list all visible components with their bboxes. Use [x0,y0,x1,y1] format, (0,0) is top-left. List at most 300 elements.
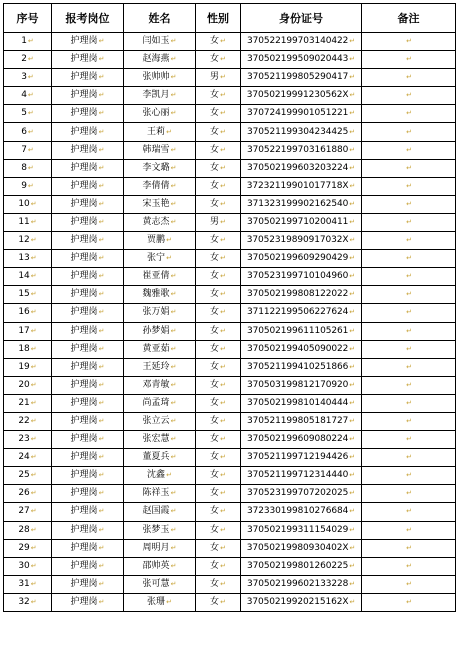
cell-sex-text: 女 [210,343,220,354]
paragraph-mark-icon: ↵ [170,435,177,444]
paragraph-mark-icon: ↵ [98,362,105,371]
paragraph-mark-icon: ↵ [98,380,105,389]
cell-post-text: 护理岗 [70,434,98,445]
cell-post [52,358,124,376]
cell-note [362,539,456,557]
cell-post-text: 护理岗 [70,271,98,282]
cell-id-number-text: 370724199901051221 [246,108,349,119]
cell-note [362,69,456,87]
cell-name [124,467,196,485]
cell-id-number-text: 370521199805290417 [246,72,349,83]
cell-index [4,250,52,268]
paragraph-mark-icon: ↵ [30,326,37,335]
table-row [4,123,456,141]
cell-index [4,539,52,557]
cell-post [52,286,124,304]
cell-id-number-text: 370521199712194426 [246,452,349,463]
cell-post-text: 护理岗 [70,108,98,119]
cell-index-text: 22 [18,416,30,427]
cell-note [362,322,456,340]
cell-note [362,557,456,575]
cell-name [124,521,196,539]
cell-sex [196,394,241,412]
cell-id-number [241,177,362,195]
cell-note [362,286,456,304]
cell-note-text: ↵ [406,91,412,100]
cell-post [52,431,124,449]
cell-name [124,232,196,250]
paragraph-mark-icon: ↵ [170,55,177,64]
cell-post [52,33,124,51]
cell-index-text: 1 [21,36,27,47]
header-sex: 性别 [196,4,241,33]
cell-note-text: ↵ [406,471,412,480]
cell-name [124,141,196,159]
cell-post-text: 护理岗 [70,216,98,227]
cell-name [124,322,196,340]
paragraph-mark-icon: ↵ [349,91,356,100]
candidate-table [3,3,456,612]
cell-sex [196,593,241,611]
table-row [4,431,456,449]
table-row [4,358,456,376]
table-row [4,449,456,467]
cell-post-text: 护理岗 [70,397,98,408]
cell-name [124,195,196,213]
cell-note-text: ↵ [406,73,412,82]
paragraph-mark-icon: ↵ [30,453,37,462]
cell-name [124,503,196,521]
cell-note [362,159,456,177]
table-row [4,575,456,593]
cell-name [124,51,196,69]
cell-note [362,195,456,213]
cell-post [52,87,124,105]
paragraph-mark-icon: ↵ [30,380,37,389]
cell-note-text: ↵ [406,489,412,498]
cell-id-number-text: 370502199710200411 [246,216,349,227]
paragraph-mark-icon: ↵ [98,199,105,208]
cell-index [4,467,52,485]
cell-sex-text: 女 [210,271,220,282]
paragraph-mark-icon: ↵ [30,236,37,245]
cell-name-text: 尚孟琦 [142,397,170,408]
cell-id-number-text: 37050219991230562X [246,90,349,101]
table-row [4,105,456,123]
cell-post-text: 护理岗 [70,488,98,499]
cell-post [52,250,124,268]
cell-name-text: 韩瑞雪 [142,144,170,155]
paragraph-mark-icon: ↵ [170,272,177,281]
paragraph-mark-icon: ↵ [166,236,172,245]
paragraph-mark-icon: ↵ [170,380,177,389]
paragraph-mark-icon: ↵ [220,73,226,82]
cell-name [124,304,196,322]
cell-post-text: 护理岗 [70,506,98,517]
cell-post [52,485,124,503]
cell-id-number-text: 370521199805181727 [246,416,349,427]
cell-id-number [241,557,362,575]
paragraph-mark-icon: ↵ [98,597,105,606]
cell-sex [196,467,241,485]
paragraph-mark-icon: ↵ [98,55,105,64]
cell-note-text: ↵ [406,543,412,552]
paragraph-mark-icon: ↵ [220,236,226,245]
paragraph-mark-icon: ↵ [27,55,34,64]
cell-sex-text: 女 [210,180,220,191]
cell-note [362,123,456,141]
paragraph-mark-icon: ↵ [220,326,226,335]
cell-post [52,195,124,213]
cell-note-text: ↵ [406,254,412,263]
cell-post-text: 护理岗 [70,36,98,47]
cell-index-text: 27 [18,506,30,517]
table-row [4,33,456,51]
cell-name-text: 周明月 [142,542,170,553]
table-row [4,159,456,177]
cell-name [124,213,196,231]
cell-index-text: 18 [18,343,30,354]
cell-index-text: 13 [18,253,30,264]
cell-name-text: 孙梦娟 [142,325,170,336]
cell-sex-text: 男 [210,216,220,227]
cell-name [124,105,196,123]
cell-note-text: ↵ [406,579,412,588]
cell-note [362,394,456,412]
cell-name-text: 赵海燕 [142,54,170,65]
paragraph-mark-icon: ↵ [220,199,226,208]
paragraph-mark-icon: ↵ [349,489,356,498]
cell-sex [196,87,241,105]
paragraph-mark-icon: ↵ [220,543,226,552]
paragraph-mark-icon: ↵ [98,344,105,353]
paragraph-mark-icon: ↵ [27,37,34,46]
cell-name-text: 张宁 [147,253,166,264]
cell-index [4,123,52,141]
cell-post [52,412,124,430]
cell-sex-text: 女 [210,560,220,571]
cell-name-text: 闫如玉 [142,36,170,47]
paragraph-mark-icon: ↵ [349,597,356,606]
cell-index [4,485,52,503]
paragraph-mark-icon: ↵ [170,163,177,172]
cell-note-text: ↵ [406,109,412,118]
paragraph-mark-icon: ↵ [170,326,177,335]
cell-index-text: 26 [18,488,30,499]
cell-name-text: 陈祥玉 [142,488,170,499]
cell-index-text: 4 [21,90,27,101]
paragraph-mark-icon: ↵ [170,199,177,208]
paragraph-mark-icon: ↵ [349,543,356,552]
cell-index-text: 24 [18,452,30,463]
paragraph-mark-icon: ↵ [98,91,105,100]
cell-id-number-text: 370502199609290429 [246,253,349,264]
cell-sex [196,521,241,539]
cell-id-number-text: 37052319890917032X [246,235,349,246]
cell-sex [196,33,241,51]
cell-sex-text: 女 [210,397,220,408]
paragraph-mark-icon: ↵ [30,290,37,299]
cell-sex [196,69,241,87]
cell-id-number [241,141,362,159]
cell-post [52,69,124,87]
cell-sex [196,340,241,358]
cell-note-text: ↵ [406,308,412,317]
header-name: 姓名 [124,4,196,33]
table-row [4,87,456,105]
cell-name [124,449,196,467]
cell-note [362,268,456,286]
cell-post [52,51,124,69]
cell-name [124,69,196,87]
paragraph-mark-icon: ↵ [27,181,34,190]
paragraph-mark-icon: ↵ [30,471,37,480]
table-row [4,394,456,412]
cell-index-text: 30 [18,560,30,571]
paragraph-mark-icon: ↵ [27,145,34,154]
cell-post-text: 护理岗 [70,470,98,481]
paragraph-mark-icon: ↵ [349,380,356,389]
paragraph-mark-icon: ↵ [220,181,226,190]
table-row [4,593,456,611]
cell-name-text: 张帅帅 [142,72,170,83]
cell-note [362,340,456,358]
cell-id-number [241,232,362,250]
cell-post [52,557,124,575]
cell-post [52,268,124,286]
paragraph-mark-icon: ↵ [220,37,226,46]
cell-name [124,123,196,141]
cell-post-text: 护理岗 [70,307,98,318]
cell-id-number-text: 370521199410251866 [246,361,349,372]
cell-sex [196,250,241,268]
cell-index [4,449,52,467]
cell-id-number [241,195,362,213]
paragraph-mark-icon: ↵ [170,362,177,371]
cell-name [124,340,196,358]
cell-index-text: 3 [21,72,27,83]
cell-index-text: 14 [18,271,30,282]
paragraph-mark-icon: ↵ [170,561,177,570]
paragraph-mark-icon: ↵ [30,398,37,407]
cell-post-text: 护理岗 [70,72,98,83]
cell-sex [196,449,241,467]
paragraph-mark-icon: ↵ [220,489,226,498]
cell-id-number-text: 370521199712314440 [246,470,349,481]
cell-sex-text: 女 [210,90,220,101]
cell-index-text: 31 [18,578,30,589]
cell-note [362,376,456,394]
cell-sex-text: 女 [210,198,220,209]
paragraph-mark-icon: ↵ [349,435,356,444]
paragraph-mark-icon: ↵ [170,109,177,118]
paragraph-mark-icon: ↵ [220,453,226,462]
paragraph-mark-icon: ↵ [349,525,356,534]
cell-note-text: ↵ [406,127,412,136]
cell-sex-text: 男 [210,72,220,83]
paragraph-mark-icon: ↵ [349,417,356,426]
cell-note [362,141,456,159]
cell-index [4,412,52,430]
cell-name-text: 董夏兵 [142,452,170,463]
paragraph-mark-icon: ↵ [349,217,356,226]
paragraph-mark-icon: ↵ [170,37,177,46]
cell-index-text: 23 [18,434,30,445]
cell-name [124,539,196,557]
cell-id-number [241,503,362,521]
cell-id-number [241,521,362,539]
paragraph-mark-icon: ↵ [349,109,356,118]
cell-sex [196,304,241,322]
paragraph-mark-icon: ↵ [349,326,356,335]
cell-sex-text: 女 [210,542,220,553]
cell-index-text: 6 [21,126,27,137]
cell-post [52,123,124,141]
cell-post-text: 护理岗 [70,54,98,65]
table-row [4,467,456,485]
table-body [4,33,456,612]
cell-sex-text: 女 [210,108,220,119]
paragraph-mark-icon: ↵ [349,181,356,190]
cell-post [52,141,124,159]
cell-name [124,87,196,105]
cell-sex-text: 女 [210,162,220,173]
cell-name [124,485,196,503]
cell-index [4,557,52,575]
paragraph-mark-icon: ↵ [349,145,356,154]
cell-index [4,213,52,231]
cell-id-number [241,159,362,177]
cell-note [362,232,456,250]
cell-name-text: 张心丽 [142,108,170,119]
paragraph-mark-icon: ↵ [27,109,34,118]
cell-index-text: 7 [21,144,27,155]
cell-note-text: ↵ [406,145,412,154]
paragraph-mark-icon: ↵ [98,308,105,317]
paragraph-mark-icon: ↵ [220,435,226,444]
paragraph-mark-icon: ↵ [220,597,226,606]
cell-name [124,431,196,449]
cell-post-text: 护理岗 [70,361,98,372]
paragraph-mark-icon: ↵ [98,507,105,516]
cell-post [52,304,124,322]
cell-index [4,431,52,449]
cell-id-number-text: 370522199703161880 [246,144,349,155]
cell-index-text: 21 [18,397,30,408]
cell-sex-text: 女 [210,506,220,517]
cell-sex-text: 女 [210,524,220,535]
cell-note-text: ↵ [406,181,412,190]
cell-note-text: ↵ [406,199,412,208]
cell-name-text: 黄志杰 [142,216,170,227]
cell-name [124,575,196,593]
cell-note [362,467,456,485]
cell-id-number [241,304,362,322]
paragraph-mark-icon: ↵ [166,254,172,263]
paragraph-mark-icon: ↵ [30,489,37,498]
cell-name-text: 李倩倩 [142,180,170,191]
cell-id-number [241,322,362,340]
cell-sex-text: 女 [210,434,220,445]
paragraph-mark-icon: ↵ [27,91,34,100]
cell-sex-text: 女 [210,596,220,607]
cell-index [4,195,52,213]
paragraph-mark-icon: ↵ [220,272,226,281]
cell-note-text: ↵ [406,380,412,389]
cell-note-text: ↵ [406,326,412,335]
paragraph-mark-icon: ↵ [220,507,226,516]
cell-id-number-text: 370503199812170920 [246,379,349,390]
cell-post-text: 护理岗 [70,524,98,535]
cell-id-number-text: 370502199810140444 [246,397,349,408]
cell-id-number [241,87,362,105]
paragraph-mark-icon: ↵ [98,272,105,281]
paragraph-mark-icon: ↵ [349,471,356,480]
cell-note [362,304,456,322]
cell-id-number [241,286,362,304]
cell-index-text: 10 [18,198,30,209]
paragraph-mark-icon: ↵ [170,489,177,498]
cell-name [124,159,196,177]
table-row [4,213,456,231]
paragraph-mark-icon: ↵ [30,217,37,226]
cell-id-number [241,449,362,467]
cell-name-text: 张万娟 [142,307,170,318]
cell-id-number-text: 370502199509020443 [246,54,349,65]
cell-note [362,449,456,467]
paragraph-mark-icon: ↵ [98,109,105,118]
paragraph-mark-icon: ↵ [170,543,177,552]
cell-note [362,431,456,449]
paragraph-mark-icon: ↵ [98,326,105,335]
paragraph-mark-icon: ↵ [98,181,105,190]
cell-name-text: 魏雅歌 [142,289,170,300]
cell-id-number [241,412,362,430]
cell-index [4,159,52,177]
cell-sex [196,539,241,557]
cell-name-text: 邵帅英 [142,560,170,571]
cell-index [4,51,52,69]
cell-sex-text: 女 [210,379,220,390]
cell-name [124,394,196,412]
cell-post-text: 护理岗 [70,180,98,191]
paragraph-mark-icon: ↵ [170,91,177,100]
table-row [4,503,456,521]
cell-name-text: 王延玲 [142,361,170,372]
paragraph-mark-icon: ↵ [166,597,172,606]
cell-name-text: 张可慧 [142,578,170,589]
paragraph-mark-icon: ↵ [170,525,177,534]
cell-index-text: 12 [18,235,30,246]
cell-id-number-text: 370522199703140422 [246,36,349,47]
cell-name [124,177,196,195]
paragraph-mark-icon: ↵ [220,145,226,154]
cell-name [124,358,196,376]
cell-name-text: 张珊 [147,596,166,607]
paragraph-mark-icon: ↵ [220,362,226,371]
cell-post-text: 护理岗 [70,144,98,155]
cell-sex [196,376,241,394]
paragraph-mark-icon: ↵ [98,525,105,534]
cell-post [52,340,124,358]
cell-id-number [241,431,362,449]
cell-index-text: 32 [18,596,30,607]
cell-post-text: 护理岗 [70,379,98,390]
cell-post-text: 护理岗 [70,162,98,173]
table-row [4,51,456,69]
paragraph-mark-icon: ↵ [220,471,226,480]
paragraph-mark-icon: ↵ [220,163,226,172]
